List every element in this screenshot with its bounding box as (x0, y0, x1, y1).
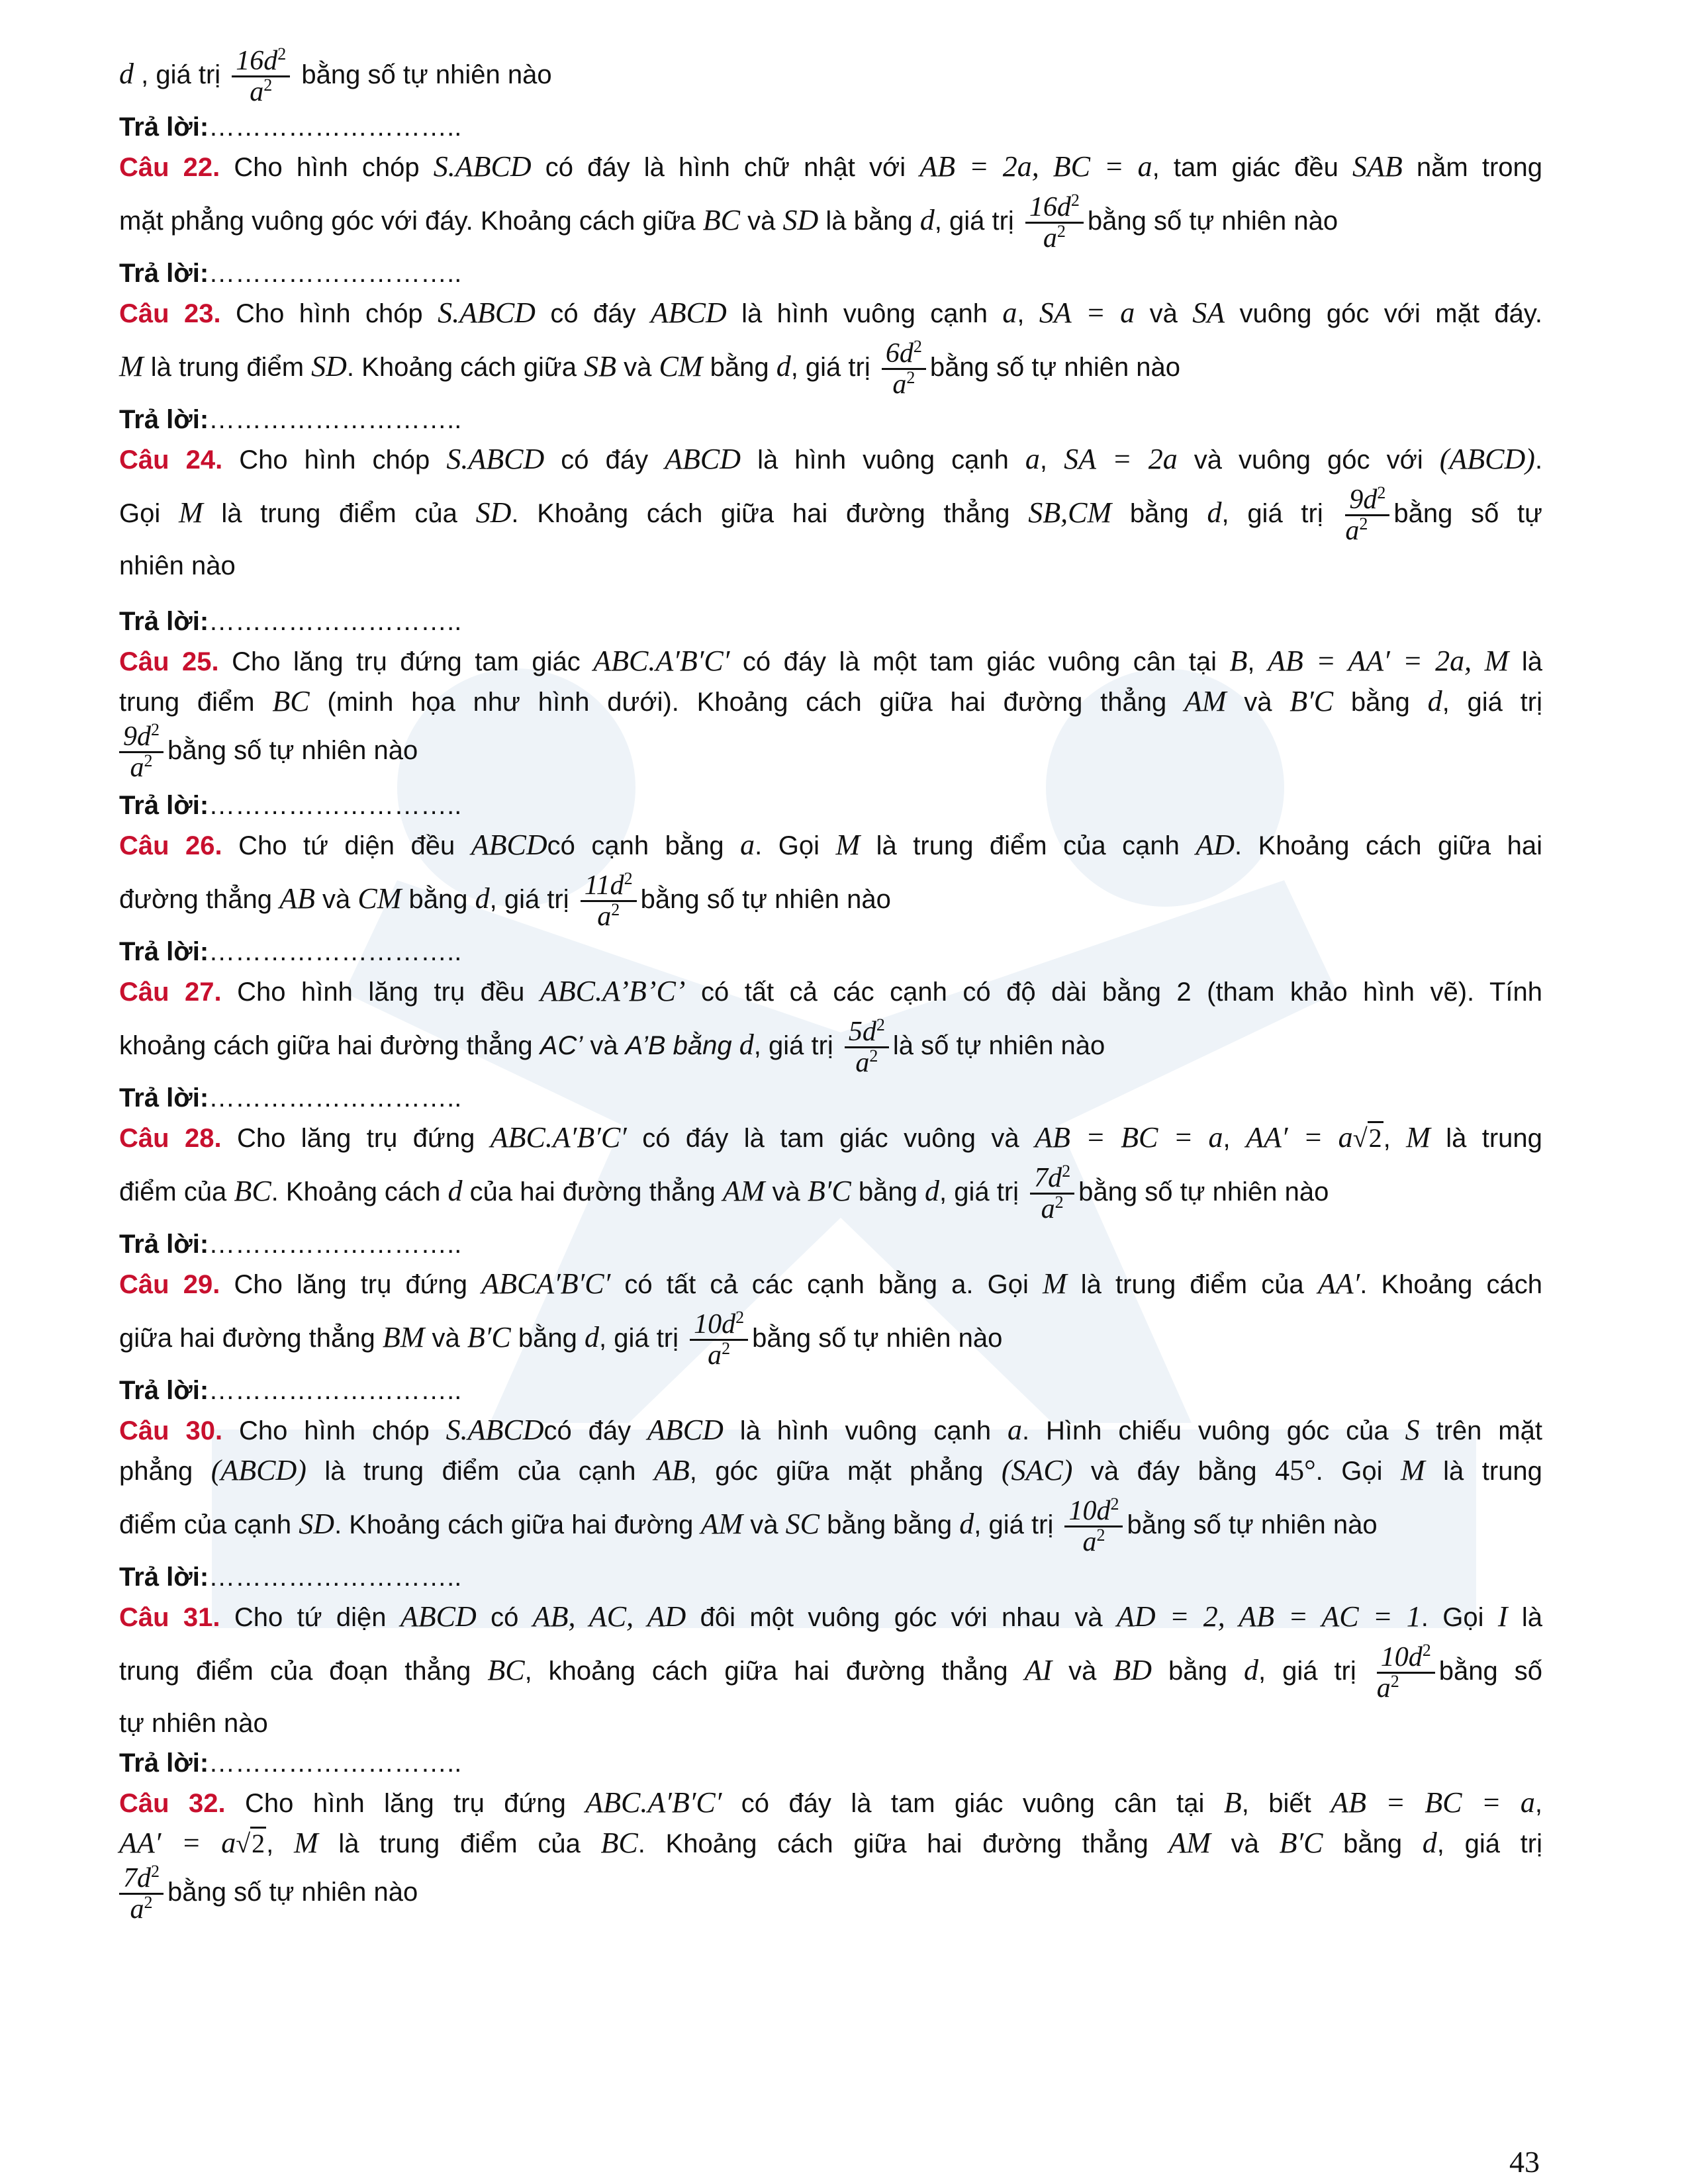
fraction-10d2-a2: $\frac{10d^2}{a^2}$ (1377, 1643, 1435, 1703)
fraction-11d2-a2: $\frac{11d^2}{a^2}$ (581, 871, 637, 931)
sqrt-2: √2 (236, 1827, 266, 1858)
answer-line: Trả lời:……………………….. (119, 607, 462, 636)
question-30: Câu 30. Cho hình chóp S.ABCDcó đáy ABCD là hình vuông cạnh a. Hình chiếu vuông góc của S trên mặt (119, 1414, 1542, 1446)
question-29: Câu 29. Cho lăng trụ đứng ABCA′B′C′ có tất cả các cạnh bằng a. Gọi M là trung điểm của AA′. Khoảng cách (119, 1267, 1542, 1300)
answer-line: Trả lời:……………………….. (119, 1563, 462, 1592)
document-body: d , giá trị $\frac{16d^2}{a^2}$ bằng số tự nhiên nào Trả lời:……………………….. Câu 22. Cho hình chóp S.ABCD có đáy là hình chữ nhật với AB = 2a, BC = a, tam giác đều SAB nằm trong mặt phẳng vuông góc với đáy. Khoảng cách giữa BC và SD là bằng d, giá trị $\frac{16d^2}{a^2}$ bằng số tự nhiên nào Trả lời:……………………….. Câu 23. Cho hình chóp S.ABCD có đáy ABCD là hình vuông cạnh a, SA = a và SA vuông góc với mặt đáy. M là trung điểm SD. Khoảng cách giữa SB và CM bằng d, giá trị $\frac{6d^2}{a^2}$ bằng số tự nhiên nào Trả lời:……………………….. Câu 24. Cho hình chóp S.ABCD có đáy ABCD là hình vuông cạnh a, SA = 2a và vuông góc với (ABCD). Gọi M là trung điểm của SD. Khoảng cách giữa hai đường thẳng SB,CM bằng d, giá trị $\frac{9d^2}{a^2}$ bằng số tự nhiên nào Trả lời:……………………….. Câu 25. Cho lăng trụ đứng tam giác ABC.A′B′C′ có đáy là một tam giác vuông cân tại B, AB = AA′ = 2a, M là trung điểm BC (minh họa như hình dưới). Khoảng cách giữa hai đường thẳng AM và B′C bằng d, giá trị $\frac{9d^2}{a^2}$ bằng số tự nhiên nào Trả lời:……………………….. Câu 26. Cho tứ diện đều ABCDcó cạnh bằng a. Gọi M là trung điểm của cạnh AD. Khoảng cách giữa hai đường thẳng AB và CM bằng d, giá trị $\frac{11d^2}{a^2}$ bằng số tự nhiên nào Trả lời:……………………….. Câu 27. Cho hình lăng trụ đều ABC.A’B’C’ có tất cả các cạnh có độ dài bằng 2 (tham khảo hình vẽ). Tính khoảng cách giữa hai đường thẳng AC’ và A’B bằng d, giá trị $\frac{5d^2}{a^2}$ là số tự nhiên nào Trả lời:……………………….. Câu 28. Cho lăng trụ đứng ABC.A′B′C′ có đáy là tam giác vuông và AB = BC = a, AA′ = a√2, M là trung điểm của BC. Khoảng cách d của hai đường thẳng AM và B′C bằng d, giá trị $\frac{7d^2}{a^2}$ bằng số tự nhiên nào Trả lời:……………………….. Câu 29. Cho lăng trụ đứng ABCA′B′C′ có tất cả các cạnh bằng a. Gọi M là trung điểm của AA′. Khoảng cách giữa hai đường thẳng BM và B′C bằng d, giá trị $\frac{10d^2}{a^2}$ bằng số tự nhiên nào Trả lời:……………………….. Câu 30. Cho hình chóp S.ABCDcó đáy ABCD là hình vuông cạnh a. Hình chiếu vuông góc của S trên mặt phẳng (ABCD) là trung điểm của cạnh AB, góc giữa mặt phẳng (SAC) và đáy bằng 45°. Gọi M là trung điểm của cạnh SD. Khoảng cách giữa hai đường AM và SC bằng bằng d, giá trị $\frac{10d^2}{a^2}$ bằng số tự nhiên nào Trả lời:……………………….. Câu 31. Cho tứ diện ABCD có AB, AC, AD đôi một vuông góc với nhau và AD = 2, AB = AC = 1. Gọi I là trung điểm của đoạn thẳng BC, khoảng cách giữa hai đường thẳng AI và BD bằng d, giá trị $\frac{10d^2}{a^2}$ bằng số tự nhiên nào Trả lời:……………………….. Câu 32. Cho hình lăng trụ đứng ABC.A′B′C′ có đáy là tam giác vuông cân tại B, biết AB = BC = a, AA′ = a√2, M là trung điểm của BC. Khoảng cách giữa hai đường thẳng AM và B′C bằng d, giá trị $\frac{7d^2}{a^2}$ bằng số tự nhiên nào (119, 41, 1542, 1927)
answer-line: Trả lời:……………………….. (119, 1230, 462, 1259)
answer-line: Trả lời:……………………….. (119, 791, 462, 820)
page-number: 43 (1509, 2145, 1540, 2179)
answer-line: Trả lời:……………………….. (119, 937, 462, 966)
question-25: Câu 25. Cho lăng trụ đứng tam giác ABC.A′B′C′ có đáy là một tam giác vuông cân tại B, AB = AA′ = 2a, M là (119, 645, 1542, 677)
fraction-10d2-a2: $\frac{10d^2}{a^2}$ (690, 1310, 748, 1370)
fraction-6d2-a2: $\frac{6d^2}{a^2}$ (882, 339, 926, 399)
math-d: d (119, 58, 134, 90)
fraction-16d2-a2: $\frac{16d^2}{a^2}$ (232, 46, 290, 107)
answer-line: Trả lời:……………………….. (119, 1749, 462, 1778)
intro-line: d , giá trị $\frac{16d^2}{a^2}$ bằng số tự nhiên nào (119, 44, 552, 107)
question-27: Câu 27. Cho hình lăng trụ đều ABC.A’B’C’ có tất cả các cạnh có độ dài bằng 2 (tham khảo hình vẽ). Tính (119, 975, 1542, 1007)
answer-line: Trả lời:……………………….. (119, 1376, 462, 1405)
fraction-9d2-a2: $\frac{9d^2}{a^2}$ (119, 722, 164, 782)
question-28: Câu 28. Cho lăng trụ đứng ABC.A′B′C′ có đáy là tam giác vuông và AB = BC = a, AA′ = a√2, M là trung (119, 1121, 1542, 1154)
fraction-5d2-a2: $\frac{5d^2}{a^2}$ (845, 1017, 889, 1077)
question-32: Câu 32. Cho hình lăng trụ đứng ABC.A′B′C′ có đáy là tam giác vuông cân tại B, biết AB = BC = a, (119, 1786, 1542, 1819)
answer-line: Trả lời:……………………….. (119, 1083, 462, 1113)
answer-line: Trả lời:……………………….. (119, 113, 462, 142)
question-23: Câu 23. Cho hình chóp S.ABCD có đáy ABCD là hình vuông cạnh a, SA = a và SA vuông góc với mặt đáy. (119, 296, 1542, 329)
fraction-7d2-a2: $\frac{7d^2}{a^2}$ (119, 1864, 164, 1924)
fraction-16d2-a2: $\frac{16d^2}{a^2}$ (1025, 193, 1084, 253)
question-31: Câu 31. Cho tứ diện ABCD có AB, AC, AD đôi một vuông góc với nhau và AD = 2, AB = AC = 1. Gọi I là (119, 1600, 1542, 1633)
question-24: Câu 24. Cho hình chóp S.ABCD có đáy ABCD là hình vuông cạnh a, SA = 2a và vuông góc với (ABCD). (119, 443, 1543, 475)
fraction-10d2-a2: $\frac{10d^2}{a^2}$ (1064, 1496, 1123, 1557)
question-22: Câu 22. Cho hình chóp S.ABCD có đáy là hình chữ nhật với AB = 2a, BC = a, tam giác đều SAB nằm trong (119, 150, 1543, 183)
fraction-7d2-a2: $\frac{7d^2}{a^2}$ (1030, 1163, 1074, 1224)
sqrt-2: √2 (1353, 1121, 1383, 1153)
answer-line: Trả lời:……………………….. (119, 405, 462, 434)
question-26: Câu 26. Cho tứ diện đều ABCDcó cạnh bằng a. Gọi M là trung điểm của cạnh AD. Khoảng cách giữa hai (119, 829, 1542, 861)
fraction-9d2-a2: $\frac{9d^2}{a^2}$ (1345, 485, 1389, 545)
answer-line: Trả lời:……………………….. (119, 259, 462, 288)
